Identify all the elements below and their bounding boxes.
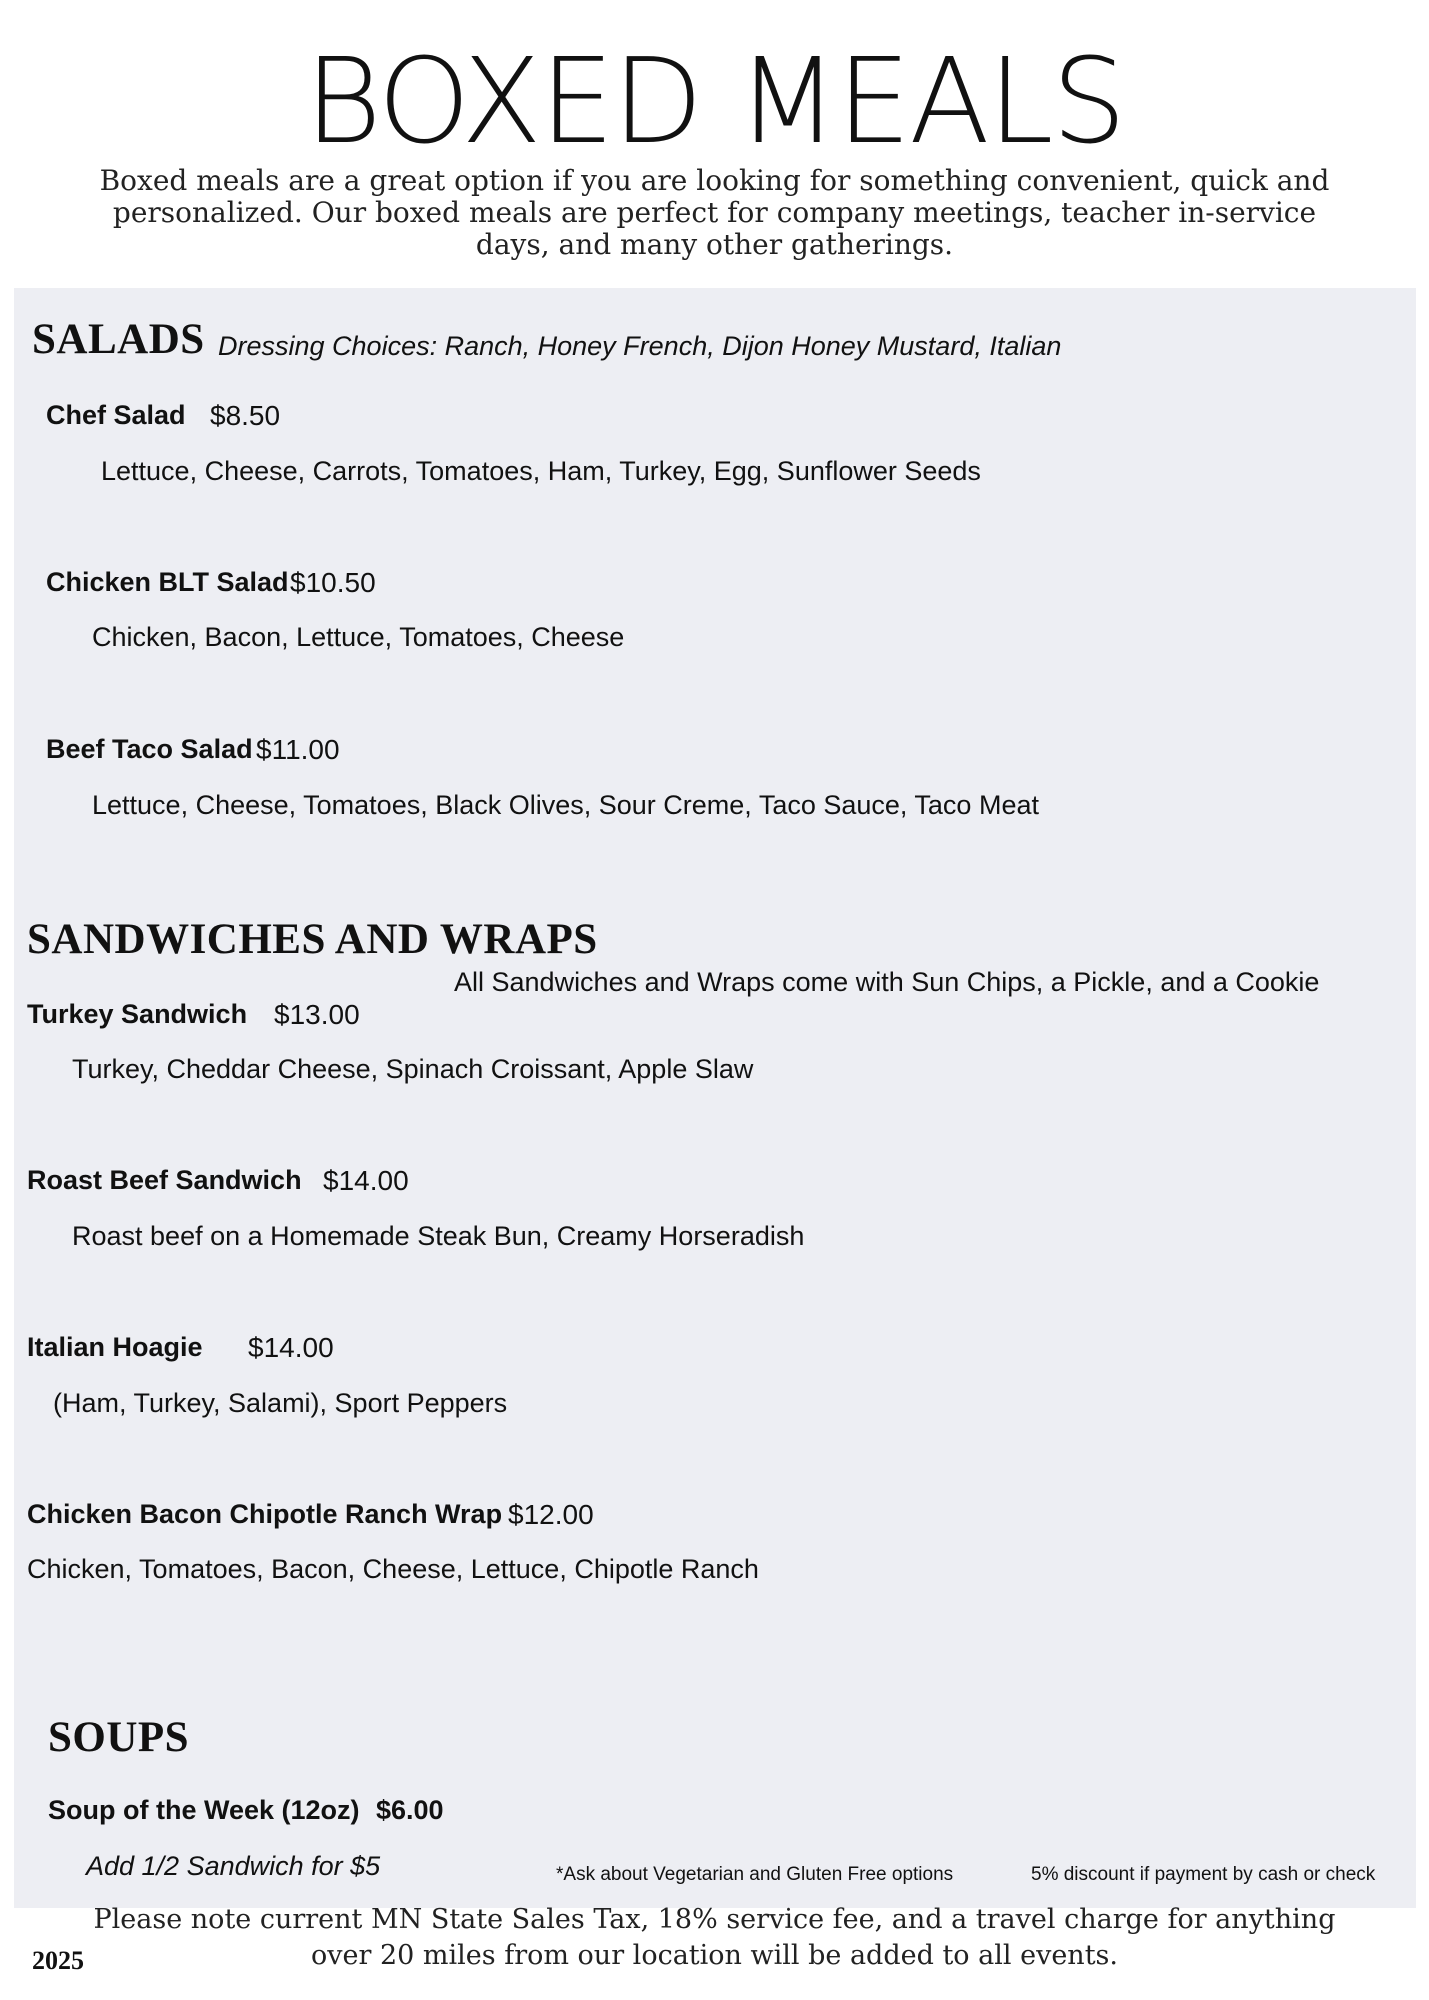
dressing-choices-note: Dressing Choices: Ranch, Honey French, Dijon Honey Mustard, Italian xyxy=(218,331,1062,361)
menu-panel xyxy=(14,288,1416,1908)
menu-item-description: (Ham, Turkey, Salami), Sport Peppers xyxy=(53,1388,508,1418)
intro-paragraph xyxy=(30,165,1399,261)
menu-item-price: $14.00 xyxy=(323,1165,409,1196)
menu-item-price: $8.50 xyxy=(210,400,281,431)
menu-item-name: Turkey Sandwich xyxy=(27,999,248,1029)
intro-line: days, and many other gatherings. xyxy=(475,228,954,261)
intro-line: personalized. Our boxed meals are perfect for company meetings, teacher in-service xyxy=(112,196,1317,229)
menu-item-name: Chicken BLT Salad xyxy=(46,567,289,597)
sandwiches-heading: SANDWICHES AND WRAPS xyxy=(27,916,598,963)
menu-item-description: Lettuce, Cheese, Carrots, Tomatoes, Ham, Turkey, Egg, Sunflower Seeds xyxy=(101,456,981,486)
menu-item-name: Chef Salad xyxy=(46,400,186,430)
menu-item-name: Chicken Bacon Chipotle Ranch Wrap xyxy=(27,1499,503,1529)
menu-item-name: Roast Beef Sandwich xyxy=(27,1165,302,1195)
menu-item-name: Italian Hoagie xyxy=(27,1332,203,1362)
sandwiches-note: All Sandwiches and Wraps come with Sun Chips, a Pickle, and a Cookie xyxy=(454,967,1320,997)
menu-item-description: Roast beef on a Homemade Steak Bun, Creamy Horseradish xyxy=(72,1221,805,1251)
menu-item-price: $12.00 xyxy=(508,1499,594,1530)
menu-item-price: $14.00 xyxy=(248,1332,334,1363)
menu-item-description: Turkey, Cheddar Cheese, Spinach Croissant, Apple Slaw xyxy=(72,1054,754,1084)
footer-line: over 20 miles from our location will be added to all events. xyxy=(311,1940,1118,1971)
intro-line: Boxed meals are a great option if you are looking for something convenient, quick and xyxy=(99,164,1330,197)
menu-item-price: $11.00 xyxy=(256,734,340,765)
tax-fee-notice xyxy=(60,1902,1369,1974)
menu-item-name: Beef Taco Salad xyxy=(46,734,253,764)
menu-item-name: Soup of the Week (12oz) xyxy=(48,1795,360,1825)
page-title: BOXED MEALS xyxy=(304,32,1125,170)
menu-item-description: Lettuce, Cheese, Tomatoes, Black Olives, Sour Creme, Taco Sauce, Taco Meat xyxy=(92,790,1039,820)
menu-item-price: $13.00 xyxy=(274,999,360,1030)
menu-item-description: Chicken, Tomatoes, Bacon, Cheese, Lettuce, Chipotle Ranch xyxy=(27,1554,759,1584)
salads-heading: SALADS xyxy=(32,316,205,363)
dietary-options-note: *Ask about Vegetarian and Gluten Free options xyxy=(556,1864,954,1885)
footer-line: Please note current MN State Sales Tax, 18% service fee, and a travel charge for anything xyxy=(93,1904,1336,1935)
menu-item-price: $6.00 xyxy=(376,1795,444,1825)
year-label: 2025 xyxy=(32,1946,84,1975)
soups-heading: SOUPS xyxy=(48,1714,190,1761)
menu-item-price: $10.50 xyxy=(290,567,376,598)
menu-item-description: Add 1/2 Sandwich for $5 xyxy=(86,1851,381,1881)
payment-discount-note: 5% discount if payment by cash or check xyxy=(1031,1864,1376,1885)
menu-item-description: Chicken, Bacon, Lettuce, Tomatoes, Cheese xyxy=(92,622,625,652)
